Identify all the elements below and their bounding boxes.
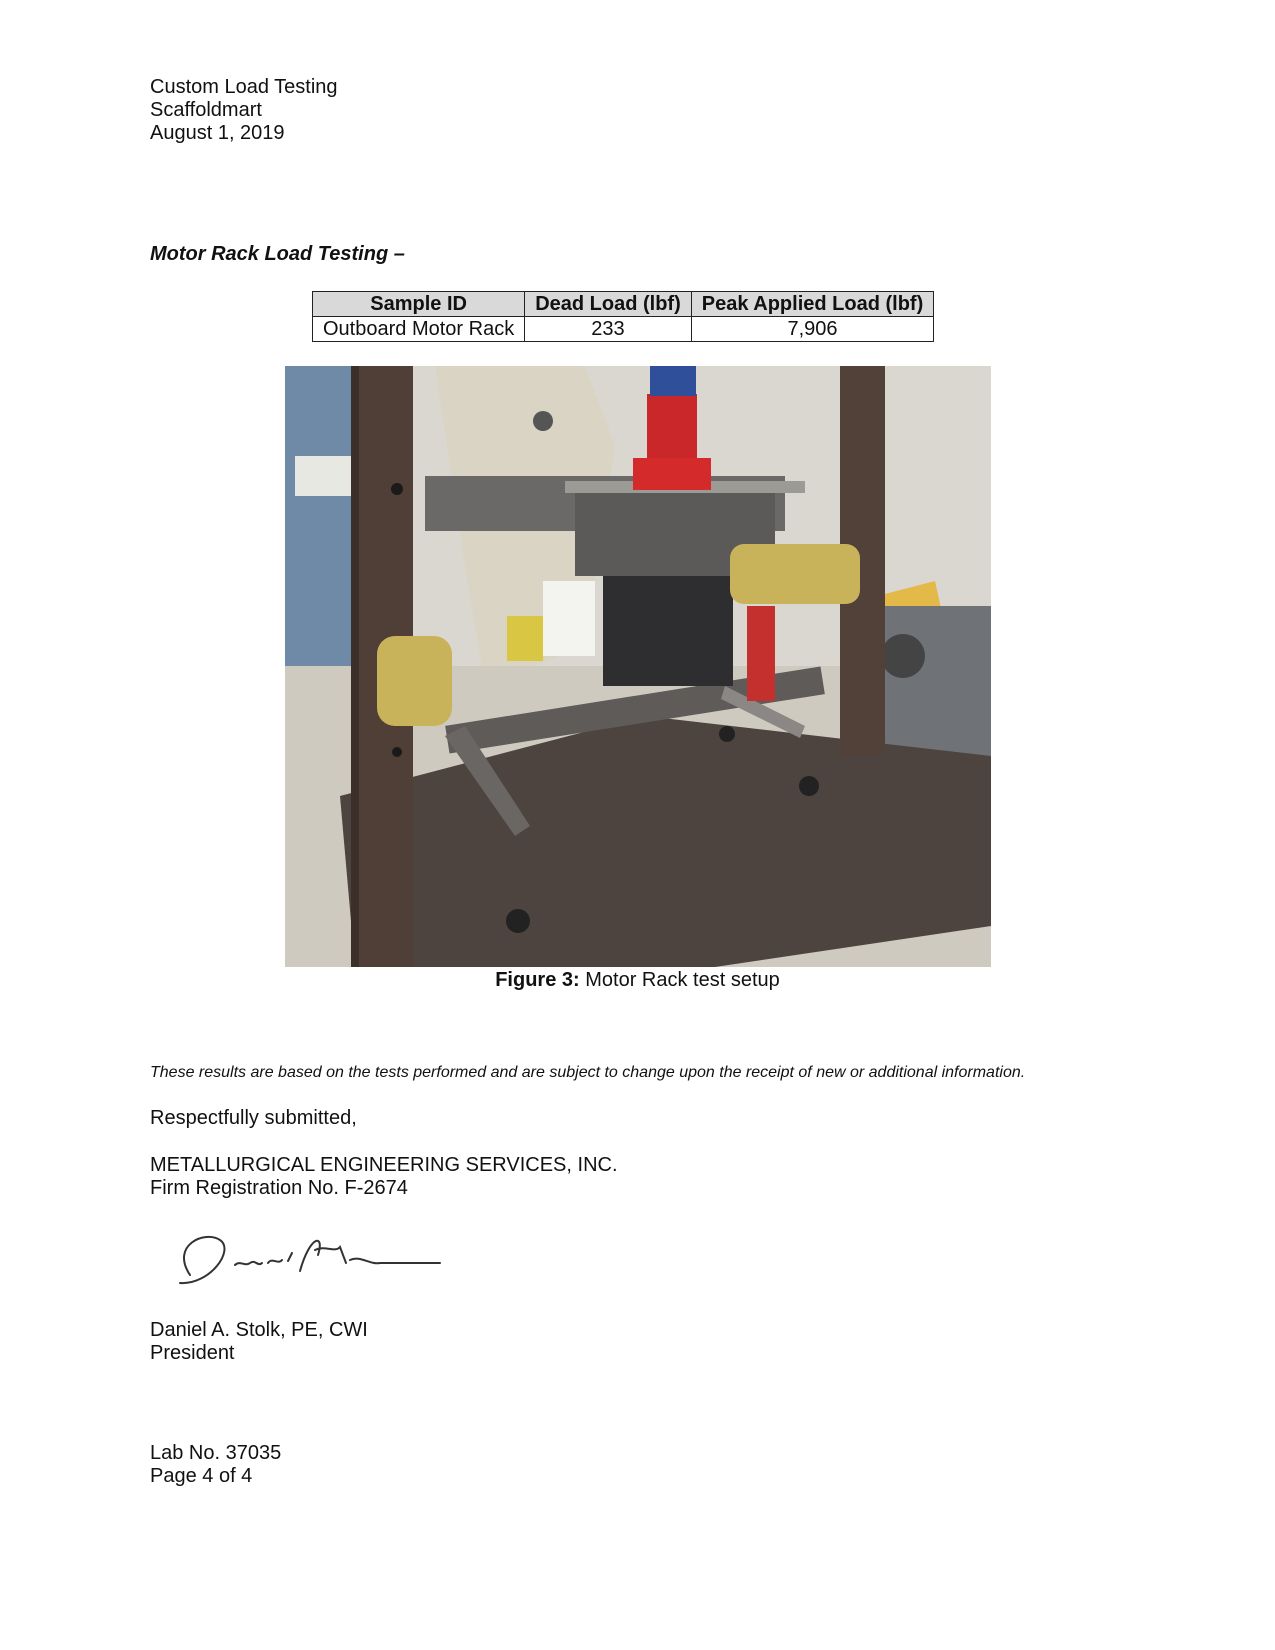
signature-image: [150, 1205, 450, 1310]
signer-block: [150, 1319, 368, 1365]
figure-label: Figure 3:: [495, 969, 580, 991]
closing: Respectfully submitted,: [150, 1107, 357, 1129]
page-footer: [150, 1442, 281, 1488]
section-title: Motor Rack Load Testing –: [150, 243, 405, 265]
client-service-line: Custom Load Testing: [150, 76, 338, 98]
cell-sample-id: Outboard Motor Rack: [313, 317, 525, 342]
signer-name: Daniel A. Stolk, PE, CWI: [150, 1319, 368, 1341]
cell-dead-load: 233: [525, 317, 692, 342]
page-number: Page 4 of 4: [150, 1465, 253, 1487]
firm-name: METALLURGICAL ENGINEERING SERVICES, INC.: [150, 1154, 618, 1176]
test-setup-photo: [285, 366, 991, 967]
results-table: [312, 291, 934, 342]
figure-caption: [0, 969, 1275, 992]
firm-registration: Firm Registration No. F-2674: [150, 1177, 408, 1199]
column-header-sample-id: Sample ID: [313, 292, 525, 317]
lab-number: Lab No. 37035: [150, 1442, 282, 1464]
cell-peak-load: 7,906: [691, 317, 934, 342]
disclaimer: These results are based on the tests performed and are subject to change upon the receipt of new or additional information.: [150, 1064, 1026, 1081]
report-date: August 1, 2019: [150, 122, 285, 144]
report-header: [150, 76, 338, 145]
table-header-row: [313, 292, 934, 317]
column-header-dead-load: Dead Load (lbf): [525, 292, 692, 317]
signer-title: President: [150, 1342, 235, 1364]
figure-caption-text: Motor Rack test setup: [585, 969, 780, 991]
table-row: [313, 317, 934, 342]
column-header-peak-load: Peak Applied Load (lbf): [691, 292, 934, 317]
firm-block: [150, 1154, 618, 1200]
client-name: Scaffoldmart: [150, 99, 262, 121]
